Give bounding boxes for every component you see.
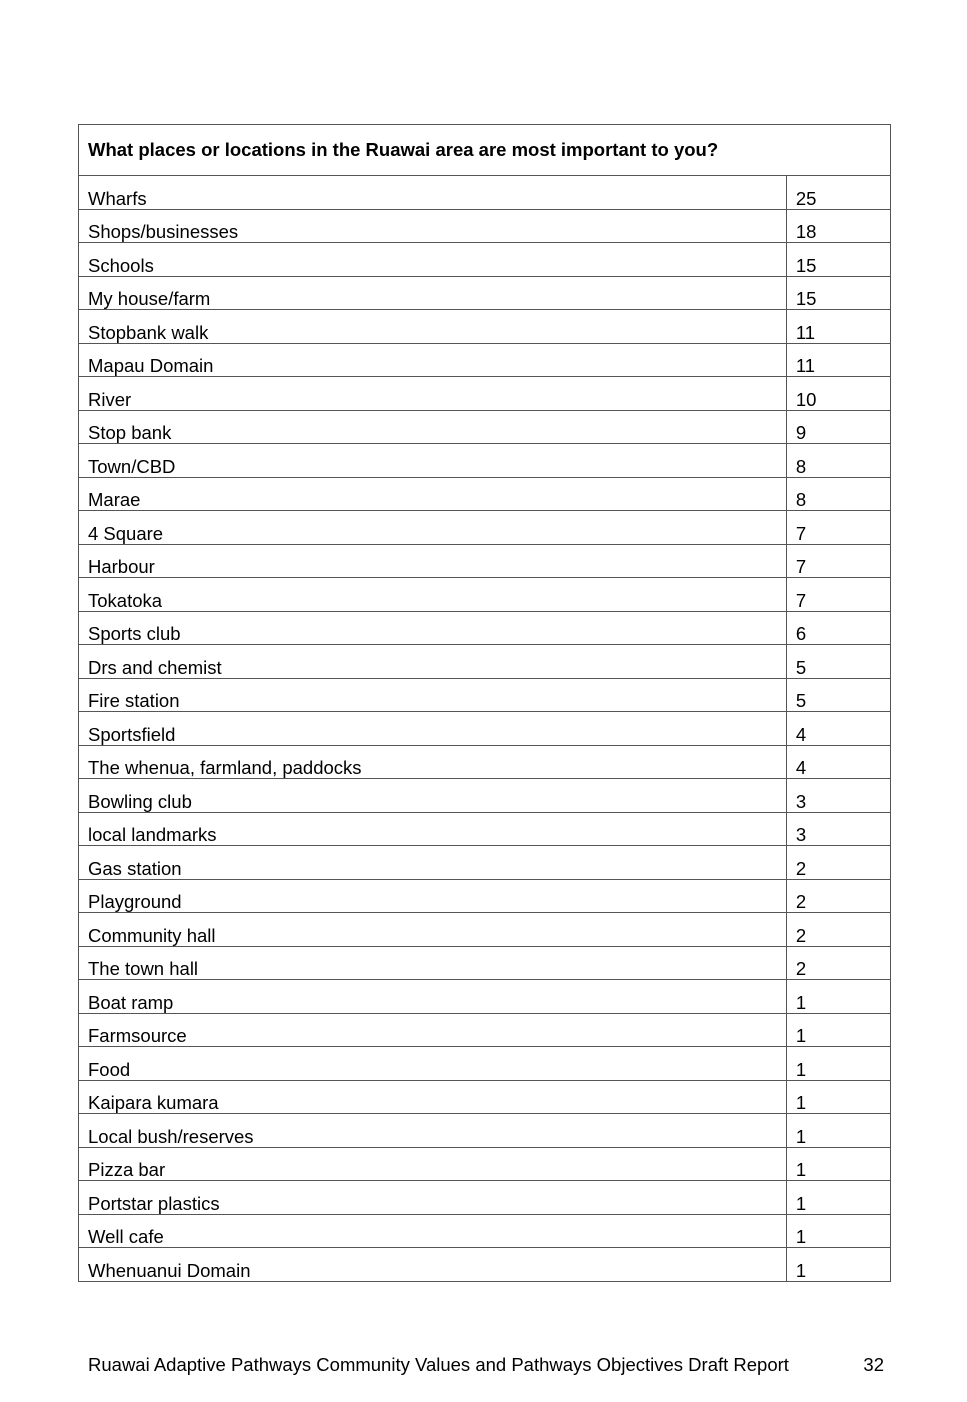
table-row [79, 946, 891, 980]
location-label-cell: Stop bank [79, 410, 787, 444]
location-count-cell: 2 [786, 946, 890, 980]
table-row [79, 980, 891, 1014]
location-label-cell: Fire station [79, 678, 787, 712]
location-label-cell: Town/CBD [79, 444, 787, 478]
location-label-cell: My house/farm [79, 276, 787, 310]
location-count-cell: 4 [786, 712, 890, 746]
location-label-cell: Bowling club [79, 779, 787, 813]
table-row [79, 209, 891, 243]
table-row [79, 846, 891, 880]
location-count-cell: 3 [786, 779, 890, 813]
table-question-header: What places or locations in the Ruawai area are most important to you? [79, 125, 891, 176]
location-count-cell: 1 [786, 980, 890, 1014]
location-count-cell: 1 [786, 1114, 890, 1148]
location-count-cell: 7 [786, 544, 890, 578]
location-label-cell: Sports club [79, 611, 787, 645]
table-row [79, 678, 891, 712]
location-count-cell: 1 [786, 1080, 890, 1114]
location-label-cell: Whenuanui Domain [79, 1248, 787, 1282]
location-label-cell: 4 Square [79, 511, 787, 545]
location-count-cell: 6 [786, 611, 890, 645]
table-row [79, 477, 891, 511]
location-count-cell: 11 [786, 310, 890, 344]
footer-page-number: 32 [863, 1354, 884, 1375]
table-row [79, 913, 891, 947]
locations-table [78, 124, 891, 1282]
table-row [79, 343, 891, 377]
location-label-cell: Gas station [79, 846, 787, 880]
location-count-cell: 15 [786, 243, 890, 277]
location-count-cell: 1 [786, 1047, 890, 1081]
location-count-cell: 5 [786, 678, 890, 712]
location-count-cell: 1 [786, 1013, 890, 1047]
location-label-cell: local landmarks [79, 812, 787, 846]
location-count-cell: 1 [786, 1248, 890, 1282]
location-count-cell: 10 [786, 377, 890, 411]
table-row [79, 276, 891, 310]
location-label-cell: River [79, 377, 787, 411]
location-count-cell: 11 [786, 343, 890, 377]
table-header-row [79, 125, 891, 176]
table-row [79, 243, 891, 277]
location-label-cell: Tokatoka [79, 578, 787, 612]
table-row [79, 1181, 891, 1215]
page-footer [88, 1354, 884, 1376]
table-row [79, 444, 891, 478]
footer-report-title: Ruawai Adaptive Pathways Community Values and Pathways Objectives Draft Report [88, 1354, 789, 1375]
location-label-cell: Local bush/reserves [79, 1114, 787, 1148]
location-count-cell: 1 [786, 1181, 890, 1215]
location-count-cell: 1 [786, 1147, 890, 1181]
location-count-cell: 25 [786, 176, 890, 210]
table-row [79, 1114, 891, 1148]
location-label-cell: Wharfs [79, 176, 787, 210]
location-label-cell: Portstar plastics [79, 1181, 787, 1215]
location-count-cell: 2 [786, 846, 890, 880]
table-row [79, 745, 891, 779]
location-label-cell: Drs and chemist [79, 645, 787, 679]
table-row [79, 176, 891, 210]
location-count-cell: 8 [786, 477, 890, 511]
location-count-cell: 2 [786, 913, 890, 947]
location-label-cell: The town hall [79, 946, 787, 980]
location-label-cell: Sportsfield [79, 712, 787, 746]
table-row [79, 712, 891, 746]
table-row [79, 1147, 891, 1181]
location-count-cell: 2 [786, 879, 890, 913]
table-row [79, 1214, 891, 1248]
location-label-cell: Pizza bar [79, 1147, 787, 1181]
table-row [79, 511, 891, 545]
table-row [79, 377, 891, 411]
table-row [79, 1080, 891, 1114]
location-label-cell: The whenua, farmland, paddocks [79, 745, 787, 779]
table-row [79, 779, 891, 813]
location-count-cell: 7 [786, 578, 890, 612]
location-label-cell: Kaipara kumara [79, 1080, 787, 1114]
location-label-cell: Stopbank walk [79, 310, 787, 344]
location-count-cell: 1 [786, 1214, 890, 1248]
table-row [79, 410, 891, 444]
location-label-cell: Mapau Domain [79, 343, 787, 377]
location-count-cell: 7 [786, 511, 890, 545]
table-body [79, 176, 891, 1282]
table-row [79, 812, 891, 846]
location-count-cell: 18 [786, 209, 890, 243]
location-label-cell: Farmsource [79, 1013, 787, 1047]
location-count-cell: 8 [786, 444, 890, 478]
table-row [79, 611, 891, 645]
table-row [79, 544, 891, 578]
location-label-cell: Shops/businesses [79, 209, 787, 243]
table-row [79, 1013, 891, 1047]
location-label-cell: Schools [79, 243, 787, 277]
table-row [79, 879, 891, 913]
table-row [79, 1248, 891, 1282]
location-count-cell: 5 [786, 645, 890, 679]
location-label-cell: Food [79, 1047, 787, 1081]
table-row [79, 645, 891, 679]
location-label-cell: Boat ramp [79, 980, 787, 1014]
table-row [79, 1047, 891, 1081]
location-count-cell: 3 [786, 812, 890, 846]
location-label-cell: Community hall [79, 913, 787, 947]
location-label-cell: Playground [79, 879, 787, 913]
location-label-cell: Harbour [79, 544, 787, 578]
location-count-cell: 15 [786, 276, 890, 310]
table-row [79, 578, 891, 612]
location-label-cell: Marae [79, 477, 787, 511]
location-count-cell: 4 [786, 745, 890, 779]
location-count-cell: 9 [786, 410, 890, 444]
location-label-cell: Well cafe [79, 1214, 787, 1248]
table-row [79, 310, 891, 344]
